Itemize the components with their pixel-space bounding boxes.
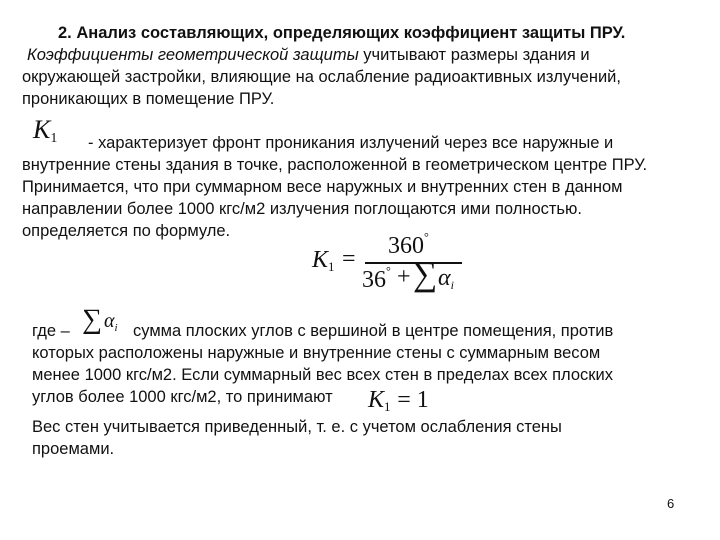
intro-line-1-rest: учитывают размеры здания и [358, 46, 590, 64]
where-prefix: где – [32, 322, 70, 340]
weight-line-1: Вес стен учитывается приведенный, т. е. с учетом ослабления стены [32, 418, 562, 436]
weight-line-2: проемами. [32, 440, 115, 458]
formula-lhs: K1 [312, 247, 335, 274]
intro-line-2: окружающей застройки, влияющие на ослабление радиоактивных излучений, [22, 68, 621, 86]
intro-italic-term: Коэффициенты геометрической защиты [27, 46, 359, 64]
k1-line-4: направлении более 1000 кгс/м2 излучения поглощаются ими полностью. [22, 200, 582, 218]
intro-line-3: проникающих в помещение ПРУ. [22, 90, 275, 108]
k1-line-3: Принимается, что при суммарном весе наружных и внутренних стен в данном [22, 178, 623, 196]
k1-line-5: определяется по формуле. [22, 222, 231, 240]
slide-heading: 2. Анализ составляющих, определяющих коэффициент защиты ПРУ. [58, 24, 626, 42]
k1-symbol: K1 [33, 115, 58, 146]
formula-equals: = [342, 246, 356, 272]
k1-line-2: внутренние стены здания в точке, расположенной в геометрическом центре ПРУ. [22, 156, 648, 174]
k1-line-1: - характеризует фронт проникания излучений через все наружные и [88, 134, 614, 152]
where-alpha: $\alpha_i$ [104, 310, 118, 334]
where-line-2: которых расположены наружные и внутренние стены с суммарным весом [32, 344, 601, 362]
formula-denominator-a: 36° [362, 264, 391, 293]
where-line-4: углов более 1000 кгс/м2, то принимают [32, 388, 333, 406]
formula-plus: + [397, 264, 411, 290]
intro-line-1 [27, 44, 590, 66]
formula-sigma: ∑ [413, 256, 438, 293]
where-line-1: сумма плоских углов с вершиной в центре помещения, против [133, 322, 614, 340]
where-k1-equation: K1 = 1 [368, 387, 429, 414]
page-number: 6 [667, 496, 675, 511]
where-sigma: ∑ [82, 304, 102, 335]
formula-numerator: 360° [388, 230, 429, 259]
formula-alpha: αi [438, 265, 454, 292]
where-line-3: менее 1000 кгс/м2. Если суммарный вес всех стен в пределах всех плоских [32, 366, 613, 384]
